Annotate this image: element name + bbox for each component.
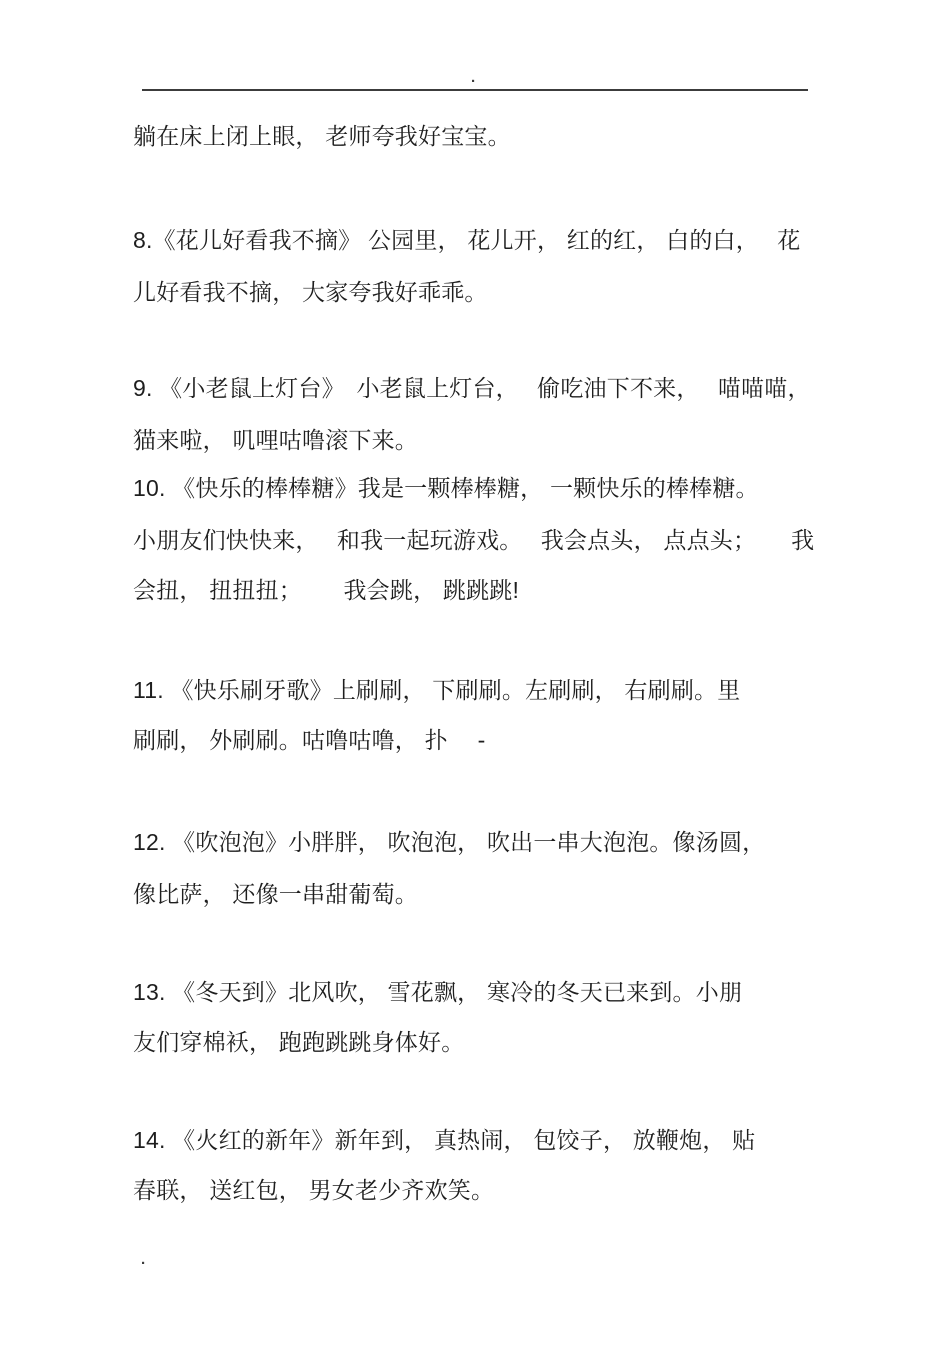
- footer-stray-dot: .: [141, 1251, 146, 1268]
- text-line-song10-2: 小朋友们快快来， 和我一起玩游戏。 我会点头， 点点头； 我: [133, 527, 815, 553]
- text-line-song14-2: 春联， 送红包， 男女老少齐欢笑。: [133, 1177, 495, 1203]
- text-line-song8-2: 儿好看我不摘， 大家夸我好乖乖。: [133, 279, 488, 305]
- text-line-song11-2: 刷刷， 外刷刷。咕噜咕噜， 扑 -: [133, 727, 486, 753]
- header-rule: [142, 89, 808, 91]
- text-line-song14-1: 14. 《火红的新年》新年到， 真热闹， 包饺子， 放鞭炮， 贴: [133, 1127, 756, 1153]
- text-line-continuation: 躺在床上闭上眼， 老师夸我好宝宝。: [133, 123, 511, 149]
- text-line-song10-3: 会扭， 扭扭扭； 我会跳， 跳跳跳!: [133, 577, 520, 603]
- text-line-song12-1: 12. 《吹泡泡》小胖胖， 吹泡泡， 吹出一串大泡泡。像汤圆，: [133, 829, 766, 855]
- text-line-song12-2: 像比萨， 还像一串甜葡萄。: [133, 881, 418, 907]
- text-line-song11-1: 11. 《快乐刷牙歌》上刷刷， 下刷刷。左刷刷， 右刷刷。里: [133, 677, 741, 703]
- text-line-song9-1: 9. 《小老鼠上灯台》 小老鼠上灯台， 偷吃油下不来， 喵喵喵，: [133, 375, 811, 401]
- text-line-song9-2: 猫来啦， 叽哩咕噜滚下来。: [133, 427, 418, 453]
- text-line-song8-1: 8.《花儿好看我不摘》 公园里， 花儿开， 红的红， 白的白， 花: [133, 227, 801, 253]
- text-line-song13-2: 友们穿棉袄， 跑跑跳跳身体好。: [133, 1029, 465, 1055]
- header-stray-dot: .: [471, 69, 476, 86]
- text-line-song13-1: 13. 《冬天到》北风吹， 雪花飘， 寒冷的冬天已来到。小朋: [133, 979, 743, 1005]
- text-line-song10-1: 10. 《快乐的棒棒糖》我是一颗棒棒糖， 一颗快乐的棒棒糖。: [133, 475, 759, 501]
